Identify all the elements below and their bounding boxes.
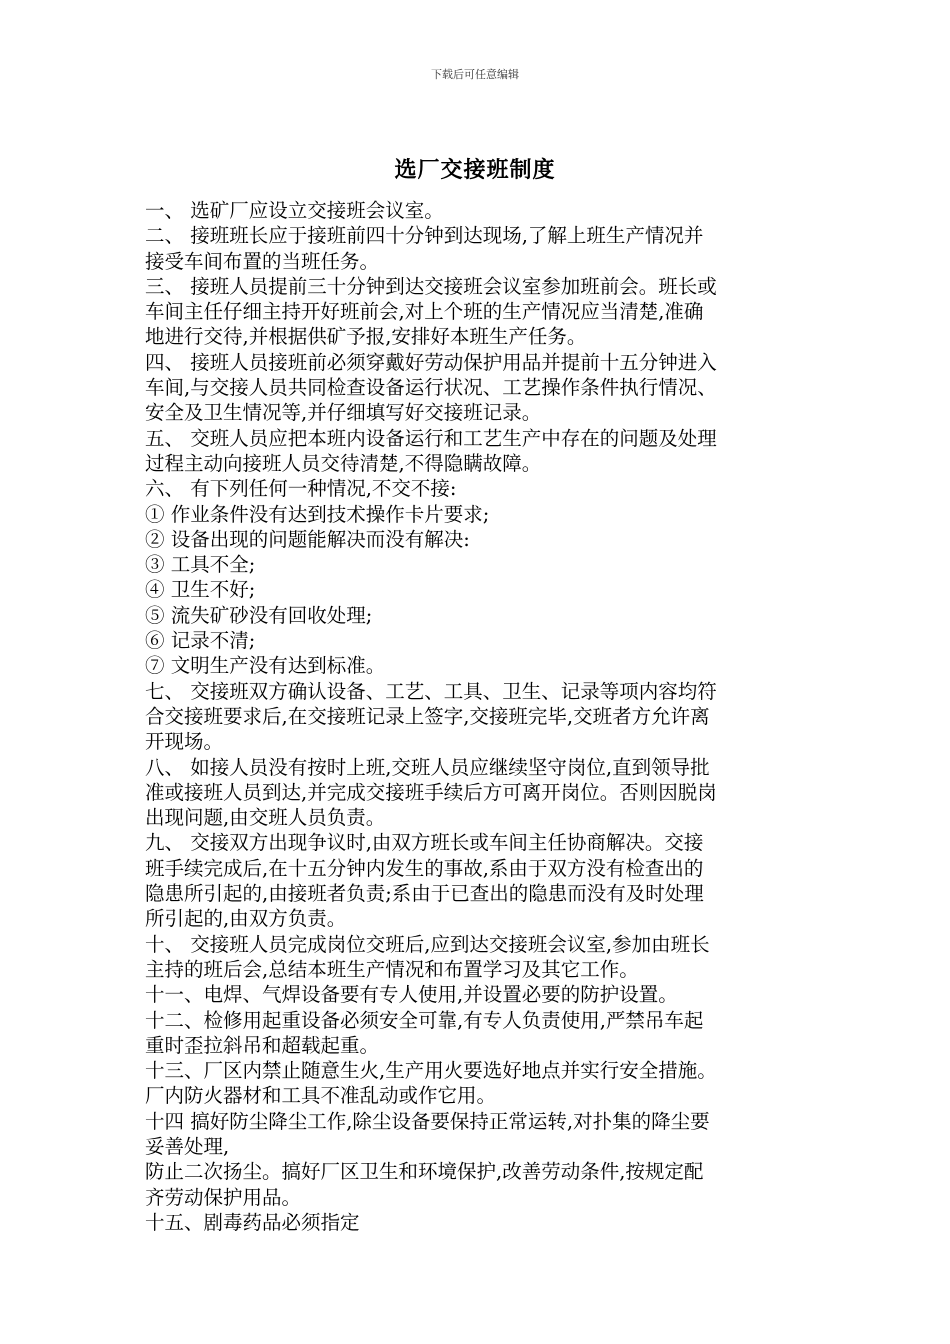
text-line: 班手续完成后,在十五分钟内发生的事故,系由于双方没有检查出的 xyxy=(145,856,704,880)
text-line: 地进行交待,并根据供矿予报,安排好本班生产任务。 xyxy=(145,325,587,349)
text-line: 十一、电焊、气焊设备要有专人使用,并设置必要的防护设置。 xyxy=(145,983,678,1007)
text-line: 车间主任仔细主持开好班前会,对上个班的生产情况应当清楚,准确 xyxy=(145,300,704,324)
text-line: 一、 选矿厂应设立交接班会议室。 xyxy=(145,199,444,222)
text-line: ⑥ 记录不清; xyxy=(145,629,256,653)
text-line: 十三、厂区内禁止随意生火,生产用火要选好地点并实行安全措施。 xyxy=(145,1059,717,1083)
text-line: 安全及卫生情况等,并仔细填写好交接班记录。 xyxy=(145,401,542,425)
text-line: 二、 接班班长应于接班前四十分钟到达现场,了解上班生产情况并 xyxy=(145,224,704,248)
text-line: 十二、检修用起重设备必须安全可靠,有专人负责使用,严禁吊车起 xyxy=(145,1008,704,1032)
text-line: ① 作业条件没有达到技术操作卡片要求; xyxy=(145,502,490,526)
text-line: 主持的班后会,总结本班生产情况和布置学习及其它工作。 xyxy=(145,957,639,981)
text-line: 七、 交接班双方确认设备、工艺、工具、卫生、记录等项内容均符 xyxy=(145,679,717,703)
text-line: 重时歪拉斜吊和超载起重。 xyxy=(145,1033,380,1057)
text-line: 九、 交接双方出现争议时,由双方班长或车间主任协商解决。交接 xyxy=(145,831,704,855)
document-body xyxy=(145,198,810,1235)
text-line: 防止二次扬尘。搞好厂区卫生和环境保护,改善劳动条件,按规定配 xyxy=(145,1160,704,1184)
text-line: ⑤ 流失矿砂没有回收处理; xyxy=(145,603,373,627)
text-line: 厂内防火器材和工具不准乱动或作它用。 xyxy=(145,1084,497,1108)
text-line: 妥善处理, xyxy=(145,1134,230,1158)
text-line: 三、 接班人员提前三十分钟到达交接班会议室参加班前会。班长或 xyxy=(145,274,717,298)
text-line: 开现场。 xyxy=(145,730,224,754)
text-line: 接受车间布置的当班任务。 xyxy=(145,249,380,273)
text-line: 出现问题,由交班人员负责。 xyxy=(145,806,386,830)
text-line: 隐患所引起的,由接班者负责;系由于已查出的隐患而没有及时处理 xyxy=(145,882,704,906)
text-line: 齐劳动保护用品。 xyxy=(145,1185,302,1209)
document-title: 选厂交接班制度 xyxy=(394,157,556,183)
text-line: 十四 搞好防尘降尘工作,除尘设备要保持正常运转,对扑集的降尘要 xyxy=(145,1109,710,1133)
text-line: 合交接班要求后,在交接班记录上签字,交接班完毕,交班者方允许离 xyxy=(145,704,710,728)
text-line: 五、 交班人员应把本班内设备运行和工艺生产中存在的问题及处理 xyxy=(145,426,717,450)
text-line: ④ 卫生不好; xyxy=(145,578,256,602)
text-line: 四、 接班人员接班前必须穿戴好劳动保护用品并提前十五分钟进入 xyxy=(145,350,717,374)
text-line: 八、 如接人员没有按时上班,交班人员应继续坚守岗位,直到领导批 xyxy=(145,755,710,779)
text-line: 准或接班人员到达,并完成交接班手续后方可离开岗位。否则因脱岗 xyxy=(145,780,717,804)
text-line: ② 设备出现的问题能解决而没有解决: xyxy=(145,527,470,551)
text-line: 十五、剧毒药品必须指定 xyxy=(145,1210,360,1234)
text-line: 过程主动向接班人员交待清楚,不得隐瞒故障。 xyxy=(145,451,542,475)
text-line: 六、 有下列任何一种情况,不交不接: xyxy=(145,477,457,501)
text-line: ⑦ 文明生产没有达到标准。 xyxy=(145,654,386,678)
text-line: 十、 交接班人员完成岗位交班后,应到达交接班会议室,参加由班长 xyxy=(145,932,710,956)
text-line: 所引起的,由双方负责。 xyxy=(145,907,347,931)
text-line: ③ 工具不全; xyxy=(145,553,256,577)
header-note: 下载后可任意编辑 xyxy=(431,68,519,81)
text-line: 车间,与交接人员共同检查设备运行状况、工艺操作条件执行情况、 xyxy=(145,376,717,400)
